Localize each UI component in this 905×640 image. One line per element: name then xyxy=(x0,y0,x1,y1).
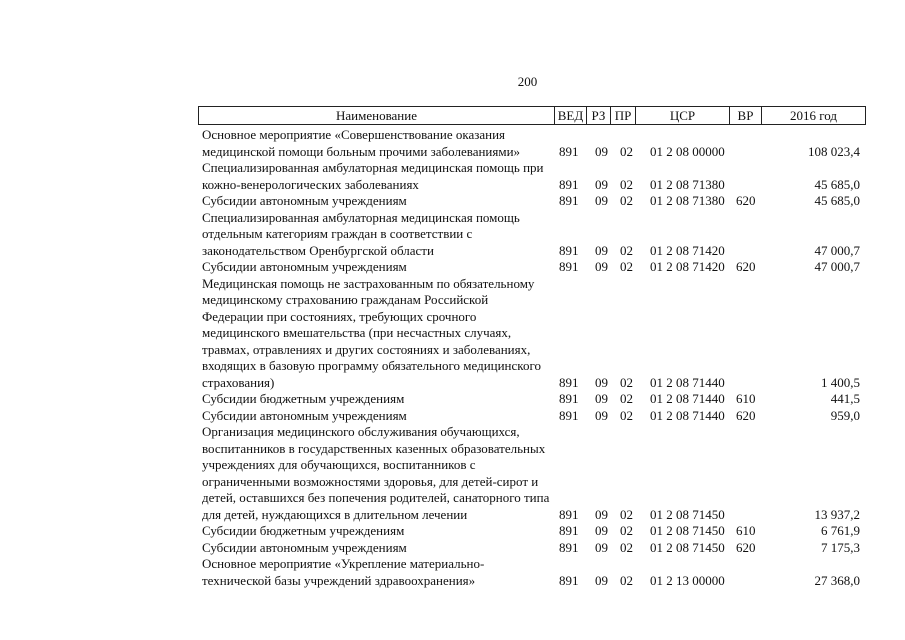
csr-cell: 01 2 08 71450 xyxy=(650,539,725,555)
row-name xyxy=(202,540,552,557)
pr-cell: 02 xyxy=(620,143,633,159)
rz-cell: 09 xyxy=(595,523,608,538)
table-row xyxy=(0,193,905,210)
sum-cell: 13 937,2 xyxy=(814,506,860,522)
row-name-line: Субсидии автономным учреждениям xyxy=(202,539,407,555)
vr-cell: 620 xyxy=(736,259,756,274)
ved-cell: 891 xyxy=(559,259,579,274)
pr-cell: 02 xyxy=(620,523,633,538)
sum-cell: 47 000,7 xyxy=(814,259,860,274)
table-header xyxy=(198,106,866,125)
header-vr: ВР xyxy=(730,107,762,124)
row-name xyxy=(202,193,552,210)
table-row xyxy=(0,259,905,276)
ved-cell: 891 xyxy=(559,506,579,522)
csr-cell: 01 2 08 71420 xyxy=(650,242,725,258)
header-name: Наименование xyxy=(199,107,555,124)
row-name-line: Специализированная амбулаторная медицинская помощь при xyxy=(202,160,544,175)
ved-cell: 891 xyxy=(559,391,579,406)
sum-cell: 45 685,0 xyxy=(814,193,860,208)
row-name xyxy=(202,127,552,160)
row-name-line: страхования) xyxy=(202,374,275,390)
row-name-line: медицинского вмешательства (при несчастных случаях, xyxy=(202,325,512,340)
row-name-line: Организация медицинского обслуживания обучающихся, xyxy=(202,424,520,439)
row-name-line: Федерации при состояниях, требующих срочного xyxy=(202,308,477,324)
pr-cell: 02 xyxy=(620,407,633,423)
header-rz: РЗ xyxy=(587,107,611,124)
rz-cell: 09 xyxy=(595,176,608,192)
table-row xyxy=(0,424,905,523)
pr-cell: 02 xyxy=(620,391,633,406)
ved-cell: 891 xyxy=(559,539,579,555)
row-name-line: медицинскому страхованию гражданам Российской xyxy=(202,292,489,307)
rz-cell: 09 xyxy=(595,374,608,390)
table-row xyxy=(0,540,905,557)
sum-cell: 959,0 xyxy=(830,407,860,423)
row-name-line: Субсидии автономным учреждениям xyxy=(202,193,407,208)
ved-cell: 891 xyxy=(559,523,579,538)
row-name xyxy=(202,259,552,276)
row-name-line: Субсидии автономным учреждениям xyxy=(202,407,407,423)
header-pr: ПР xyxy=(611,107,636,124)
ved-cell: 891 xyxy=(559,143,579,159)
rz-cell: 09 xyxy=(595,391,608,406)
row-name-line: кожно-венерологических заболеваниях xyxy=(202,176,419,192)
sum-cell: 7 175,3 xyxy=(821,539,860,555)
sum-cell: 1 400,5 xyxy=(821,374,860,390)
sum-cell: 108 023,4 xyxy=(808,143,860,159)
row-name-line: Основное мероприятие «Укрепление материально- xyxy=(202,556,485,571)
row-name-line: учреждениях для обучающихся, воспитанников с xyxy=(202,457,476,472)
rz-cell: 09 xyxy=(595,259,608,274)
header-year: 2016 год xyxy=(790,108,837,123)
header-csr: ЦСР xyxy=(636,107,730,124)
csr-cell: 01 2 08 71450 xyxy=(650,523,725,538)
table-row xyxy=(0,408,905,425)
rz-cell: 09 xyxy=(595,539,608,555)
table-row xyxy=(0,160,905,193)
vr-cell: 620 xyxy=(736,539,756,555)
row-name-line: законодательством Оренбургской области xyxy=(202,242,434,258)
pr-cell: 02 xyxy=(620,539,633,555)
table-row xyxy=(0,276,905,392)
ved-cell: 891 xyxy=(559,572,579,588)
row-name xyxy=(202,408,552,425)
csr-cell: 01 2 08 71420 xyxy=(650,259,725,274)
sum-cell: 47 000,7 xyxy=(814,242,860,258)
ved-cell: 891 xyxy=(559,176,579,192)
row-name-line: отдельным категориям граждан в соответствии с xyxy=(202,226,473,241)
rz-cell: 09 xyxy=(595,407,608,423)
row-name-line: воспитанников в государственных казенных образовательных xyxy=(202,440,546,456)
row-name-line: Субсидии автономным учреждениям xyxy=(202,259,407,274)
pr-cell: 02 xyxy=(620,506,633,522)
page-number: 200 xyxy=(517,74,538,89)
header-ved: ВЕД xyxy=(555,107,587,124)
row-name-line: технической базы учреждений здравоохранения» xyxy=(202,572,476,588)
csr-cell: 01 2 08 71440 xyxy=(650,391,725,406)
rz-cell: 09 xyxy=(595,572,608,588)
row-name xyxy=(202,523,552,540)
row-name-line: Основное мероприятие «Совершенствование оказания xyxy=(202,127,506,142)
ved-cell: 891 xyxy=(559,242,579,258)
rz-cell: 09 xyxy=(595,242,608,258)
vr-cell: 620 xyxy=(736,193,756,208)
pr-cell: 02 xyxy=(620,374,633,390)
sum-cell: 45 685,0 xyxy=(814,176,860,192)
row-name-line: Специализированная амбулаторная медицинская помощь xyxy=(202,209,520,225)
row-name-line: Субсидии бюджетным учреждениям xyxy=(202,391,405,406)
vr-cell: 610 xyxy=(736,523,756,538)
table-row xyxy=(0,391,905,408)
ved-cell: 891 xyxy=(559,193,579,208)
row-name xyxy=(202,160,552,193)
sum-cell: 441,5 xyxy=(830,391,860,406)
pr-cell: 02 xyxy=(620,193,633,208)
row-name-line: входящих в базовую программу обязательного медицинского xyxy=(202,358,541,373)
rz-cell: 09 xyxy=(595,193,608,208)
csr-cell: 01 2 08 71440 xyxy=(650,407,725,423)
table-row xyxy=(0,523,905,540)
csr-cell: 01 2 08 71440 xyxy=(650,374,725,390)
row-name-line: для детей, нуждающихся в длительном лечении xyxy=(202,506,468,522)
sum-cell: 6 761,9 xyxy=(821,523,860,538)
row-name-line: медицинской помощи больным прочими заболеваниями» xyxy=(202,143,521,159)
row-name xyxy=(202,424,552,523)
row-name-line: Субсидии бюджетным учреждениям xyxy=(202,523,405,538)
csr-cell: 01 2 08 71450 xyxy=(650,506,725,522)
row-name-line: ограниченными возможностями здоровья, для детей-сирот и xyxy=(202,473,539,489)
ved-cell: 891 xyxy=(559,407,579,423)
row-name-line: травмах, отравлениях и других состояниях и заболеваниях, xyxy=(202,341,531,357)
pr-cell: 02 xyxy=(620,242,633,258)
table-row xyxy=(0,210,905,260)
rz-cell: 09 xyxy=(595,506,608,522)
sum-cell: 27 368,0 xyxy=(814,572,860,588)
row-name xyxy=(202,556,552,589)
row-name xyxy=(202,276,552,392)
row-name-line: детей, оставшихся без попечения родителей, санаторного типа xyxy=(202,490,550,505)
csr-cell: 01 2 08 00000 xyxy=(650,143,725,159)
pr-cell: 02 xyxy=(620,572,633,588)
table-row xyxy=(0,127,905,160)
table-row xyxy=(0,556,905,589)
csr-cell: 01 2 08 71380 xyxy=(650,176,725,192)
rz-cell: 09 xyxy=(595,143,608,159)
row-name-line: Медицинская помощь не застрахованным по обязательному xyxy=(202,275,535,291)
table-body xyxy=(0,127,905,589)
csr-cell: 01 2 13 00000 xyxy=(650,572,725,588)
row-name xyxy=(202,210,552,260)
csr-cell: 01 2 08 71380 xyxy=(650,193,725,208)
vr-cell: 610 xyxy=(736,391,756,406)
ved-cell: 891 xyxy=(559,374,579,390)
vr-cell: 620 xyxy=(736,407,756,423)
pr-cell: 02 xyxy=(620,176,633,192)
pr-cell: 02 xyxy=(620,259,633,274)
row-name xyxy=(202,391,552,408)
